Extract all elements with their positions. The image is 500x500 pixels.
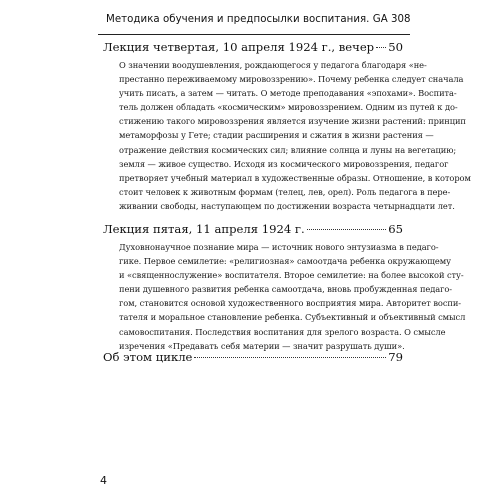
toc-entry-lecture-4[interactable] <box>103 40 403 60</box>
dot-leader <box>307 229 387 230</box>
toc-entry-lecture-5[interactable] <box>103 222 403 242</box>
running-header-text: Методика обучения и предпосылки воспитания. GA 308 <box>106 14 411 25</box>
toc-entry-title: Лекция четвертая, 10 апреля 1924 г., вечер <box>103 40 375 54</box>
toc-entry-about-cycle[interactable] <box>103 350 403 370</box>
dot-leader <box>376 47 386 48</box>
dot-leader <box>194 357 386 358</box>
summary-line: тель должен обладать «космическим» мировоззрением. Одним из путей к до- <box>119 102 458 113</box>
toc-entry-page: 79 <box>388 350 403 364</box>
summary-line: тателя и моральное становление ребенка. Субъективный и объективный смысл <box>119 312 466 323</box>
summary-line: стоит человек к животным формам (телец, лев, орел). Роль педагога в пере- <box>119 186 451 197</box>
toc-entry-title: Лекция пятая, 11 апреля 1924 г. <box>103 222 305 236</box>
toc-entry-page: 65 <box>388 222 403 236</box>
summary-line: изречения «Предавать себя материи — значит разрушать души». <box>119 340 405 351</box>
summary-line: Духовнонаучное познание мира — источник нового энтузиазма в педаго- <box>119 242 439 252</box>
summary-line: живании свободы, наступающем по достижении возраста четырнадцати лет. <box>119 200 455 211</box>
summary-line: претворяет учебный материал в художественные образы. Отношение, в котором <box>119 172 471 183</box>
summary-line: гике. Первое семилетие: «религиозная» самоотдача ребенка окружающему <box>119 256 451 267</box>
toc-entry-title: Об этом цикле <box>103 350 193 364</box>
summary-line: гом, становится основой художественного восприятия мира. Авторитет воспи- <box>119 298 462 309</box>
toc-entry-summary <box>119 58 471 213</box>
toc-entry-page: 50 <box>388 40 403 54</box>
toc-entry-summary <box>119 240 466 353</box>
summary-line: самовоспитания. Последствия воспитания для зрелого возраста. О смысле <box>119 326 446 337</box>
summary-line: учить писать, а затем — читать. О методе преподавания «эпохами». Воспита- <box>119 88 457 99</box>
summary-line: престанно переживаемому мировоззрению». Почему ребенка следует сначала <box>119 74 464 85</box>
summary-line: О значении воодушевления, рождающегося у педагога благодаря «не- <box>119 60 427 70</box>
summary-line: стижению такого мировоззрения является изучение жизни растений: принцип <box>119 116 466 127</box>
summary-line: и «священнослужение» воспитателя. Второе семилетие: на более высокой сту- <box>119 270 464 281</box>
summary-line: отражение действия космических сил; влияние солнца и луны на вегетацию; <box>119 144 457 155</box>
page-number: 4 <box>100 474 107 487</box>
summary-line: метаморфозы у Гете; стадии расширения и сжатия в жизни растения — <box>119 130 434 141</box>
summary-line: пени душевного развития ребенка самоотдача, вновь пробужденная педаго- <box>119 284 453 295</box>
running-header <box>98 0 410 35</box>
summary-line: земля — живое существо. Исходя из космического мировоззрения, педагог <box>119 158 449 169</box>
